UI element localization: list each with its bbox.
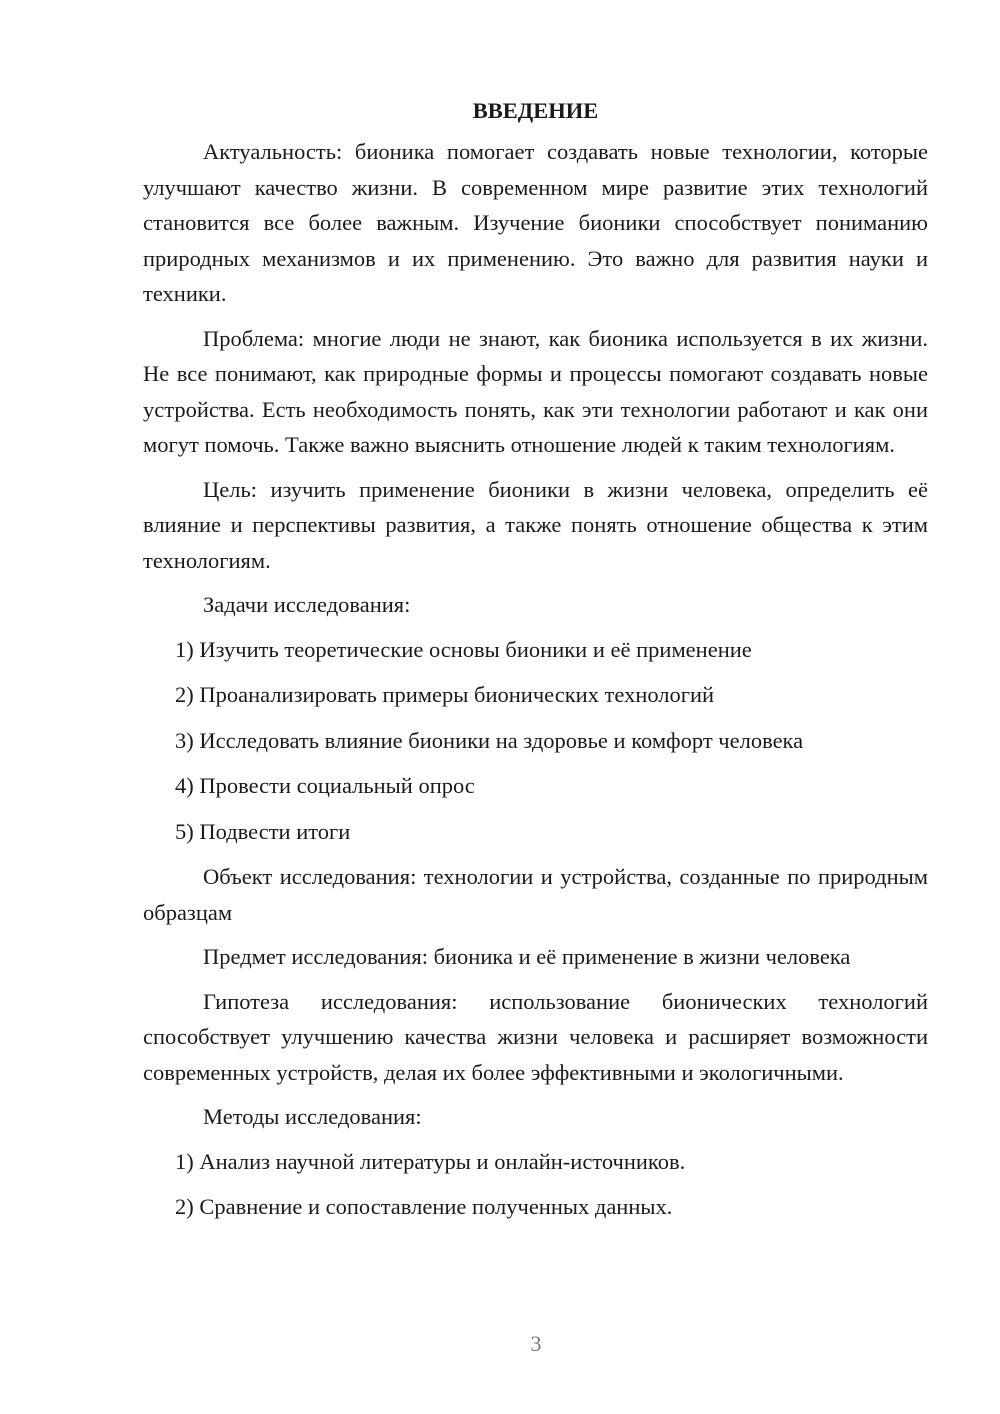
hypothesis-paragraph: Гипотеза исследования: использование бионических технологий способствует улучшению качества жизни человека и расширяет возможности современных устройств, делая их более эффективными и экологичными. bbox=[143, 988, 928, 1085]
section-title: ВВЕДЕНИЕ bbox=[472, 98, 599, 123]
subject-paragraph: Предмет исследования: бионика и её применение в жизни человека bbox=[203, 944, 851, 969]
tasks-heading: Задачи исследования: bbox=[203, 592, 411, 617]
goal-paragraph: Цель: изучить применение бионики в жизни человека, определить её влияние и перспективы развития, а также понять отношение общества к этим технологиям. bbox=[143, 476, 928, 573]
task-item: 5) Подвести итоги bbox=[175, 818, 351, 844]
method-item: 1) Анализ научной литературы и онлайн-источников. bbox=[175, 1148, 686, 1174]
task-item: 2) Проанализировать примеры бионических технологий bbox=[175, 682, 715, 707]
tasks-list bbox=[143, 632, 928, 850]
problem-paragraph: Проблема: многие люди не знают, как бионика используется в их жизни. Не все понимают, как природные формы и процессы помогают создавать новые устройства. Есть необходимость понять, как эти технологии работают и как они могут помочь. Также важно выяснить отношение людей к таким технологиям. bbox=[143, 325, 928, 457]
relevance-paragraph: Актуальность: бионика помогает создавать новые технологии, которые улучшают качество жизни. В современном мире развитие этих технологий становится все более важным. Изучение бионики способствует пониманию природных механизмов и их применению. Это важно для развития науки и техники. bbox=[143, 139, 928, 306]
page-number: 3 bbox=[530, 1331, 542, 1356]
task-item: 3) Исследовать влияние бионики на здоровье и комфорт человека bbox=[175, 727, 804, 753]
methods-list bbox=[143, 1144, 928, 1225]
task-item: 1) Изучить теоретические основы бионики и её применение bbox=[175, 636, 752, 662]
method-item: 2) Сравнение и сопоставление полученных данных. bbox=[175, 1194, 673, 1219]
methods-heading: Методы исследования: bbox=[203, 1104, 422, 1129]
object-paragraph: Объект исследования: технологии и устройства, созданные по природным образцам bbox=[143, 864, 928, 925]
task-item: 4) Провести социальный опрос bbox=[175, 773, 475, 798]
page-content bbox=[143, 96, 928, 1235]
